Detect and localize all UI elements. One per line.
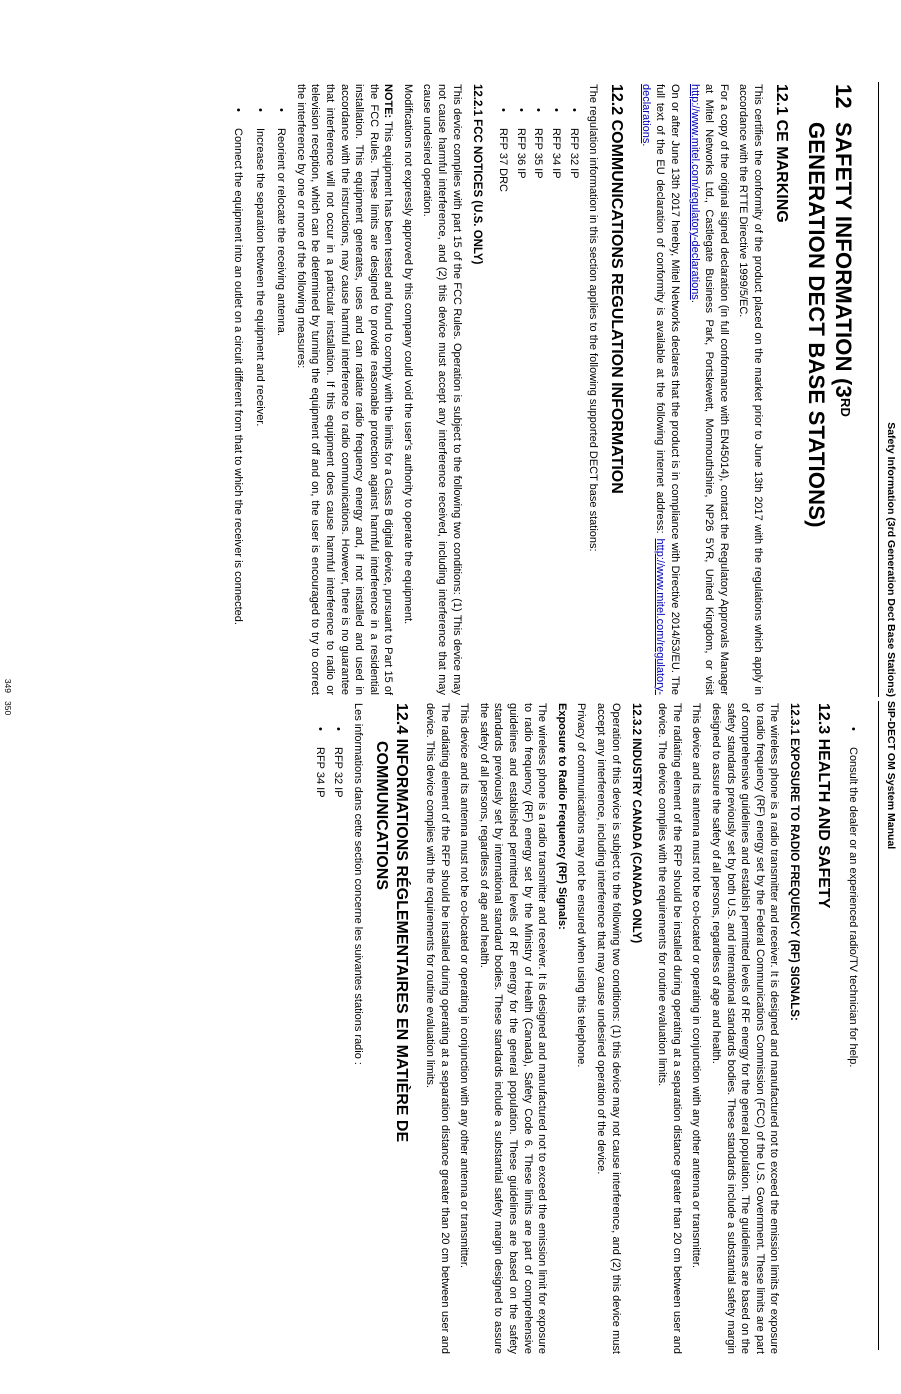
page-number: 349: [3, 678, 13, 693]
running-header: Safety Information (3rd Generation Dect Base Stations): [878, 82, 897, 697]
list-item: • Increase the separation between the equipment and receiver.: [252, 84, 267, 695]
paragraph: The regulation information in this section applies to the following supported DECT base stations:: [587, 84, 600, 552]
running-header: SIP-DECT OM System Manual: [878, 701, 897, 1350]
list-item: • RFP 37 DRC: [496, 84, 511, 695]
section-title-12-4: [371, 703, 411, 1354]
paragraph: The wireless phone is a radio transmitter and receiver. It is designed and manufactured not to exceed the emission limits for exposure to radio frequency (RF) energy set by the Federal Communications Commission (FCC) of the U.S. Government. These limits are part of comprehensive guidelines and establish permitted levels of RF energy for the general population. The guidelines are based on the safety standards previously set by both U.S. and international standards bodies. These standards include a substantial safety margin designed to assure the safety of all persons, regardless of age and health.: [710, 703, 781, 1354]
chapter-title: [803, 84, 857, 695]
page-content: [22, 703, 865, 1354]
paragraph: The radiating element of the RFP should be installed during operating at a separation distance greater than 20 cm between user and device. This device complies with the requirements for routine evaluation limits.: [424, 703, 451, 1354]
paragraph: This device complies with part 15 of the FCC Rules. Operation is subject to the following two conditions: (1) This device may not cause harmful interference, and (2) this device must accept any interference received, including interference that may cause undesired operation.: [421, 84, 463, 695]
regulatory-declarations-link[interactable]: http://www.mitel.com/regulatory-declarations: [688, 84, 701, 300]
section-title-12-2: 12.2 COMMUNICATIONS REGULATION INFORMATION: [608, 84, 626, 494]
section-title-12-3: 12.3 HEALTH AND SAFETY: [815, 703, 833, 909]
section-title-12-4-line1: 12.4 INFORMATIONS RÉGLEMENTAIRES EN MATIÈRE DE: [392, 703, 410, 1143]
station-list: [496, 84, 581, 695]
paragraph: [293, 84, 395, 695]
list-item: • Consult the dealer or an experienced radio/TV technician for help.: [845, 703, 860, 1354]
text-span: This equipment has been tested and found to comply with the limits for a Class B digital device, pursuant to Part 15 of the FCC Rules. These limits are designed to provide reasonable protection against harmful interference in a residential installation. This equipment generates, uses and can radiate radio frequency energy and, if not installed and used in accordance with the instructions, may cause harmful interference to radio communications. However, there is no guarantee that interference will not occur in a particular installation. If this equipment does cause harmful interference to radio or television reception, which can be determined by turning the equipment off and on, the user is encouraged to try to correct the interference by one or more of the following measures:: [294, 84, 395, 695]
measures-list-continued: [845, 703, 860, 1354]
list-item: • RFP 36 IP: [513, 84, 528, 695]
regulatory-declarations-link[interactable]: http://www.mitel.com/regulatory-declarations: [639, 84, 667, 695]
paragraph: The wireless phone is a radio transmitter and receiver. It is designed and manufactured not to exceed the emission limit for exposure to radio frequency (RF) energy set by the Ministry of Health (Canada), Safety Code 6. These limits are part of comprehensive guidelines and established permitted levels of RF energy for the general population. These guidelines are based on the safety standards previously set by international standard bodies. These standards include a substantial safety margin designed to assure the safety of all persons, regardless of age and health.: [477, 703, 549, 1354]
list-item: • RFP 32 IP: [566, 84, 581, 695]
paragraph: [687, 84, 731, 695]
chapter-title-superscript: RD: [838, 397, 853, 418]
list-item: • Connect the equipment into an outlet on a circuit different from that to which the receiver is connected.: [230, 84, 245, 695]
paragraph: Modifications not expressly approved by this company could void the user's authority to operate the equipment.: [401, 84, 414, 625]
list-item: • RFP 34 IP: [313, 703, 328, 1354]
chapter-title-text: SAFETY INFORMATION (3: [831, 122, 856, 398]
page-content: [22, 84, 865, 695]
paragraph: Les informations dans cette section concerne les suivantes stations radio :: [351, 703, 364, 1065]
measures-list: [230, 84, 288, 695]
list-item: • Reorient or relocate the receiving antenna.: [274, 84, 289, 695]
paragraph: This device and its antenna must not be co-located or operating in conjunction with any other antenna or transmitter.: [690, 703, 703, 1268]
section-title-12-1: 12.1 CE MARKING: [773, 84, 790, 223]
chapter-number: 12: [831, 84, 856, 109]
paragraph: Operation of this device is subject to the following two conditions: (1) this device may not cause interference, and (2) this device must accept any interference, including interference that may cause undesired operation of the device.: [595, 703, 622, 1354]
chapter-title-continuation: GENERATION DECT BASE STATIONS): [804, 122, 829, 528]
paragraph: [554, 703, 569, 1354]
note-label: NOTE:: [382, 84, 395, 119]
text-span: .: [639, 143, 652, 147]
subsection-title-12-3-1: 12.3.1 EXPOSURE TO RADIO FREQUENCY (RF) SIGNALS:: [788, 703, 801, 1021]
text-span: For a copy of the original signed declaration (in full conformance with EN45014), contact the Regulatory Approvals Manager at Mitel Networks Ltd., Castlegate Business Park, Portskewett, Monmouthshire, NP26 5YR, United Kingdom, or visit: [703, 84, 730, 695]
page-350: [0, 697, 901, 1394]
paragraph: [638, 84, 682, 695]
rf-signals-label: Exposure to Radio Frequency (RF) Signals:: [555, 703, 568, 930]
list-item: • RFP 35 IP: [531, 84, 546, 695]
paragraph: The radiating element of the RFP should be installed during operating at a separation distance greater than 20 cm between user and device. The device complies with the requirements for routine evaluation limits.: [656, 703, 683, 1354]
list-item: • RFP 32 IP: [330, 703, 345, 1354]
page-number: 350: [3, 701, 13, 716]
station-list-fr: [313, 703, 345, 1354]
paragraph: This certifies the conformity of the product placed on the market prior to June 13th 2017 with the regulations which apply in accordance with the RTTE Directive 1999/5/EC.: [737, 84, 764, 695]
list-item: • RFP 34 IP: [548, 84, 563, 695]
paragraph: This device and its antenna must not be co-located or operating in conjunction with any other antenna or transmitter.: [458, 703, 471, 1268]
subsection-title-12-2-1: 12.2.1 FCC NOTICES (U.S. ONLY): [470, 84, 483, 265]
subsection-title-12-3-2: 12.3.2 INDUSTRY CANADA (CANADA ONLY): [629, 703, 642, 944]
text-span: .: [688, 299, 701, 303]
paragraph: Privacy of communications may not be ensured when using this telephone.: [575, 703, 588, 1068]
text-span: On or after June 13th 2017 hereby, Mitel Networks declares that the product is in compliance with Directive 2014/53/EU. The full text of the EU declaration of conformity is available at the following internet address:: [654, 84, 682, 695]
section-title-12-4-line2: COMMUNICATIONS: [372, 741, 390, 891]
